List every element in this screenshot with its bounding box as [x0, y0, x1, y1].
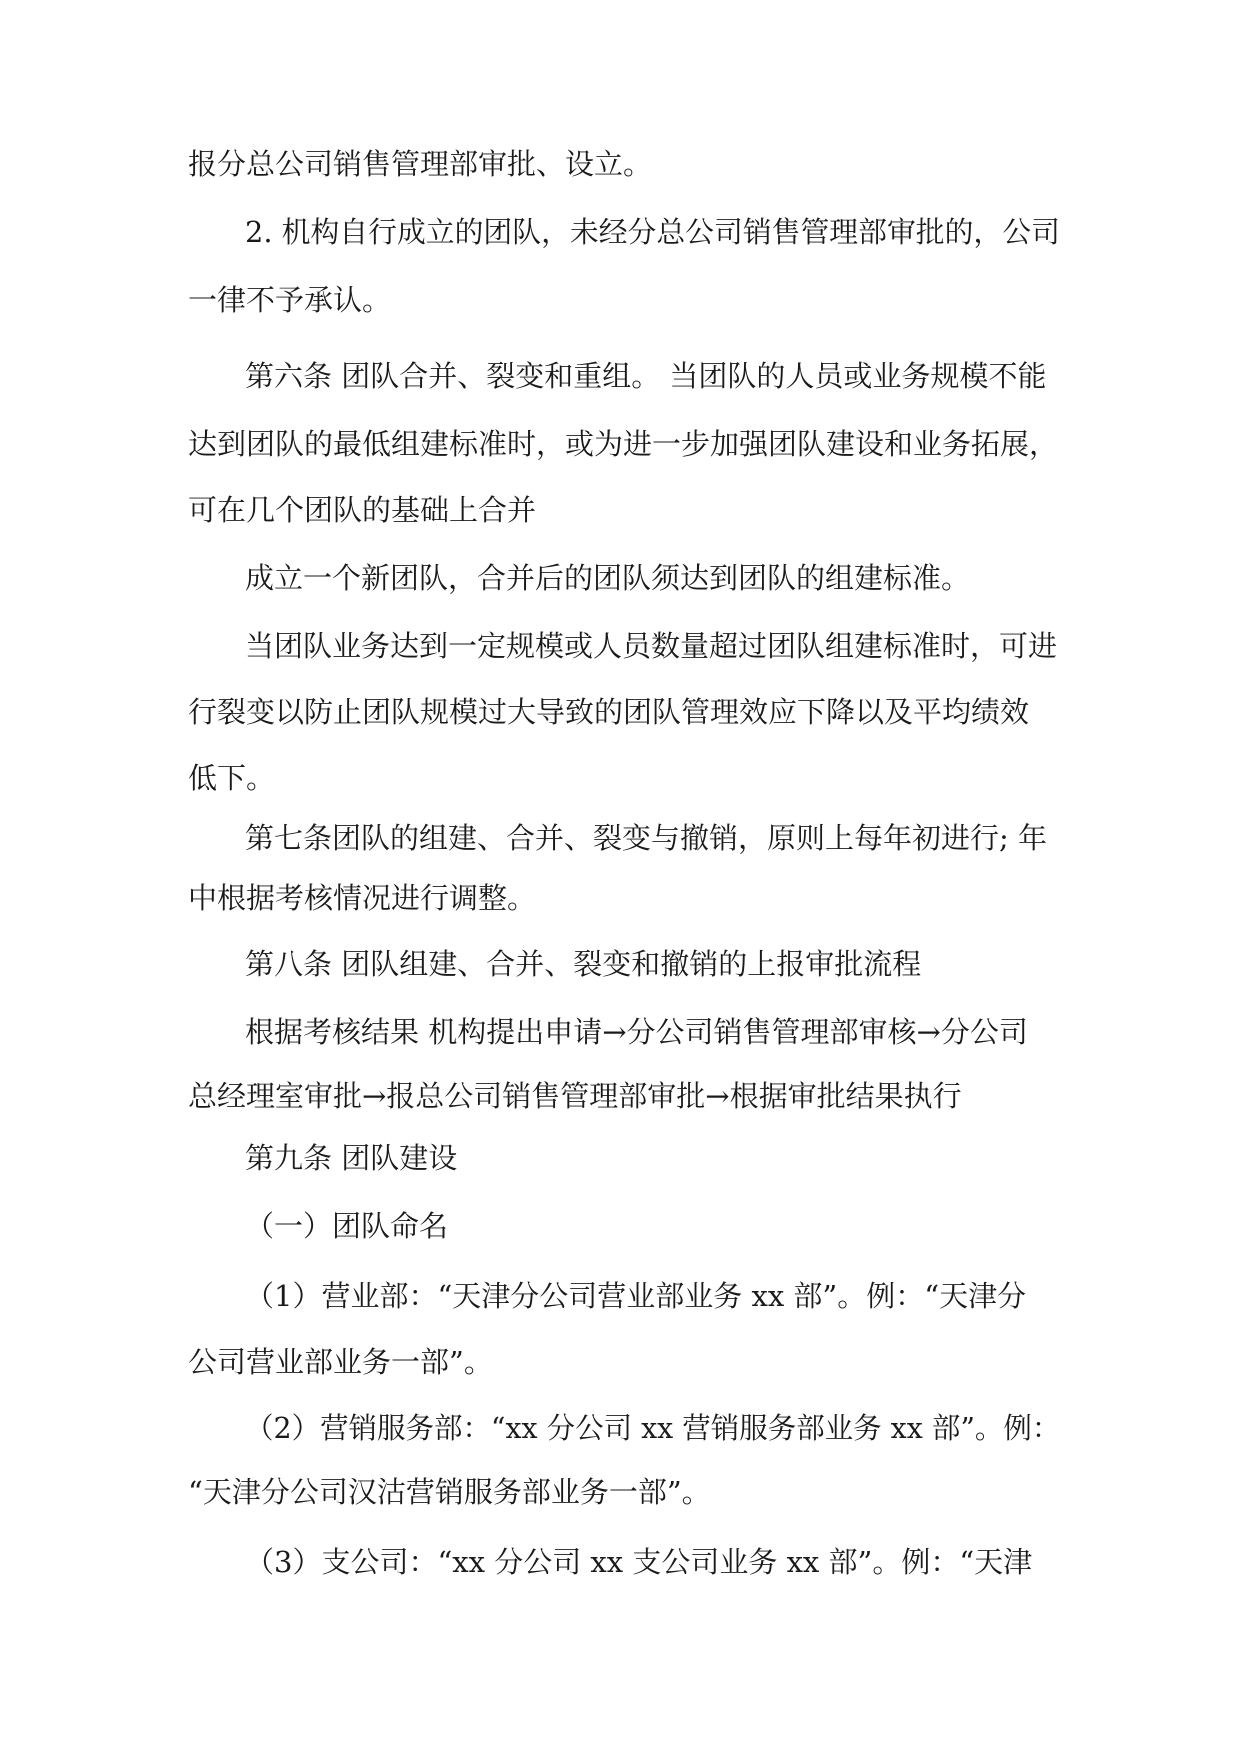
text-line-21: “天津分公司汉沽营销服务部业务一部”。	[188, 1475, 711, 1509]
text-line-18: （1）营业部：“天津分公司营业部业务 xx 部”。例：“天津分	[245, 1279, 1027, 1313]
text-line-6: 可在几个团队的基础上合并	[188, 493, 537, 527]
text-line-17: （一）团队命名	[245, 1209, 449, 1243]
text-line-2: 2. 机构自行成立的团队，未经分总公司销售管理部审批的，公司	[245, 215, 1060, 249]
text-line-3: 一律不予承认。	[188, 283, 392, 317]
text-line-22: （3）支公司：“xx 分公司 xx 支公司业务 xx 部”。例：“天津	[245, 1545, 1033, 1579]
text-line-9: 行裂变以防止团队规模过大导致的团队管理效应下降以及平均绩效	[188, 695, 1030, 729]
text-line-7: 成立一个新团队，合并后的团队须达到团队的组建标准。	[245, 561, 971, 595]
text-line-13: 第八条 团队组建、合并、裂变和撤销的上报审批流程	[245, 947, 922, 981]
text-line-10: 低下。	[188, 761, 276, 795]
text-line-16: 第九条 团队建设	[245, 1141, 458, 1175]
text-line-5: 达到团队的最低组建标准时，或为进一步加强团队建设和业务拓展，	[188, 427, 1059, 461]
text-line-8: 当团队业务达到一定规模或人员数量超过团队组建标准时，可进	[245, 629, 1058, 663]
text-line-15: 总经理室审批→报总公司销售管理部审批→根据审批结果执行	[188, 1079, 962, 1113]
text-line-12: 中根据考核情况进行调整。	[188, 881, 537, 915]
text-line-20: （2）营销服务部：“xx 分公司 xx 营销服务部业务 xx 部”。例：	[245, 1411, 1061, 1445]
text-line-4: 第六条 团队合并、裂变和重组。 当团队的人员或业务规模不能	[245, 359, 1047, 393]
text-line-19: 公司营业部业务一部”。	[188, 1345, 493, 1379]
text-line-11: 第七条团队的组建、合并、裂变与撤销，原则上每年初进行; 年	[245, 821, 1047, 855]
text-line-14: 根据考核结果 机构提出申请→分公司销售管理部审核→分公司	[245, 1015, 1028, 1049]
text-line-1: 报分总公司销售管理部审批、设立。	[188, 147, 653, 181]
